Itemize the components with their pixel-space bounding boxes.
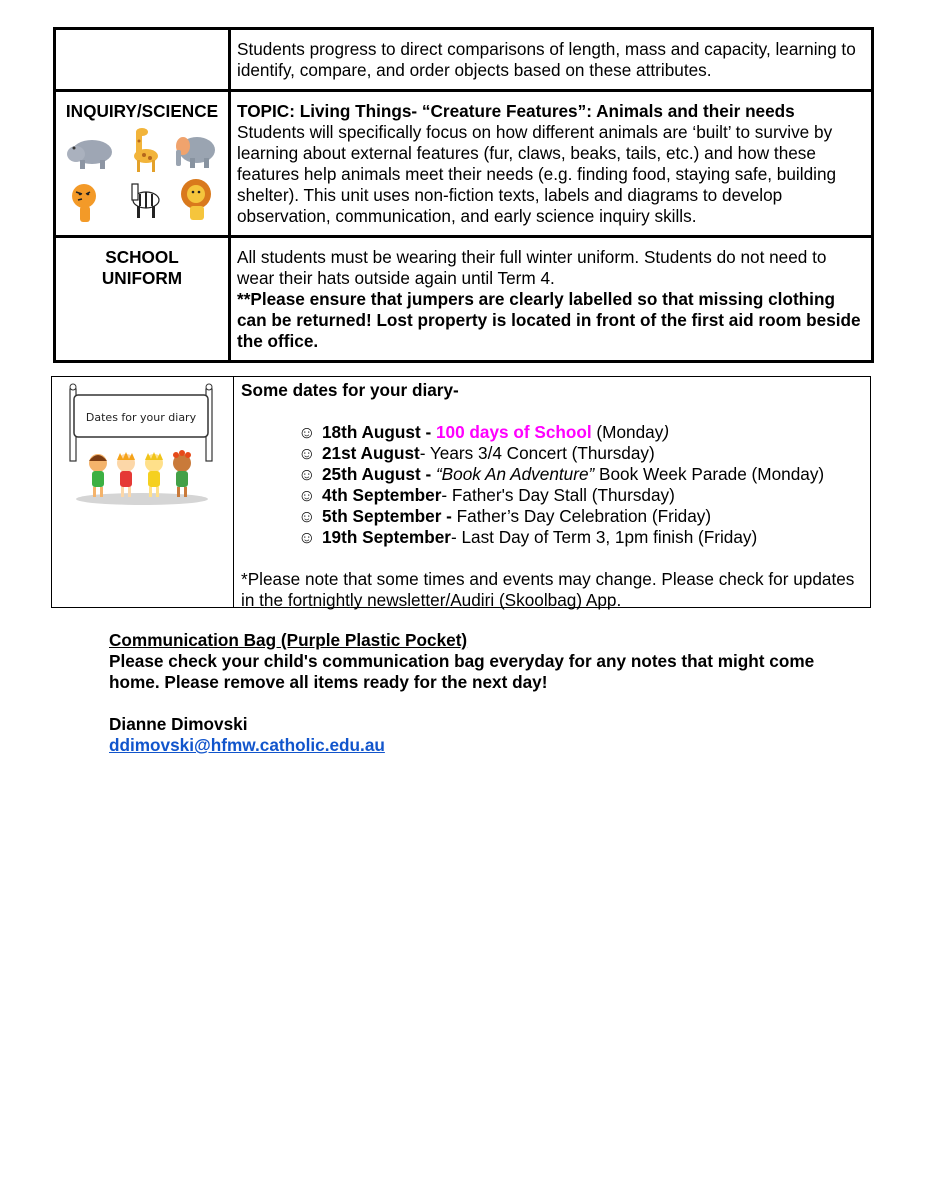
diary-table bbox=[51, 376, 871, 608]
email-link[interactable]: ddimovski@hfmw.catholic.edu.au bbox=[109, 735, 385, 755]
hippo-icon bbox=[67, 140, 112, 169]
list-item: ☺ 25th August - “Book An Adventure” Book Week Parade (Monday) bbox=[298, 464, 825, 484]
footer bbox=[109, 630, 849, 756]
diary-banner-image bbox=[68, 381, 218, 511]
list-item: ☺ 21st August- Years 3/4 Concert (Thursday) bbox=[298, 443, 655, 463]
diary-content bbox=[241, 377, 864, 611]
animals-image bbox=[62, 126, 222, 226]
uniform-label-line2: UNIFORM bbox=[101, 268, 183, 288]
teacher-name: Dianne Dimovski bbox=[109, 714, 248, 734]
table-row bbox=[55, 237, 873, 362]
science-text: Students will specifically focus on how different animals are ‘built’ to survive by learning about external features (fur, claws, beaks, tails, etc.) and how these features help animals meet their needs (e.g. finding food, staying safe, building shelter). This unit uses non-fiction texts, labels and diagrams to develop observation, communication, and early science inquiry skills. bbox=[237, 122, 837, 226]
smiley-icon: ☺ bbox=[298, 506, 316, 526]
table-row bbox=[55, 29, 873, 91]
math-text: Students progress to direct comparisons of length, mass and capacity, learning to identify, compare, and order objects based on these attributes. bbox=[230, 29, 873, 91]
uniform-text: All students must be wearing their full winter uniform. Students do not need to wear their hats outside again until Term 4. bbox=[237, 247, 827, 288]
science-content bbox=[230, 91, 873, 237]
lion-icon bbox=[181, 179, 211, 220]
zebra-icon bbox=[132, 184, 159, 218]
uniform-content bbox=[230, 237, 873, 362]
uniform-bold-text: **Please ensure that jumpers are clearly labelled so that missing clothing can be returned! Lost property is located in front of the first aid room beside the office. bbox=[237, 289, 861, 351]
row-label-empty bbox=[55, 29, 230, 91]
science-label: INQUIRY/SCIENCE bbox=[65, 101, 219, 121]
smiley-icon: ☺ bbox=[298, 464, 316, 484]
diary-banner-text: Dates for your diary bbox=[85, 411, 197, 424]
smiley-icon: ☺ bbox=[298, 485, 316, 505]
smiley-icon: ☺ bbox=[298, 443, 316, 463]
uniform-label-cell bbox=[55, 237, 230, 362]
giraffe-icon bbox=[134, 128, 158, 172]
list-item: ☺ 4th September- Father's Day Stall (Thursday) bbox=[298, 485, 675, 505]
diary-note: *Please note that some times and events may change. Please check for updates in the fortnightly newsletter/Audiri (Skoolbag) App. bbox=[241, 569, 855, 610]
list-item: ☺ 18th August - 100 days of School (Monday) bbox=[298, 422, 670, 442]
elephant-icon bbox=[176, 137, 215, 168]
list-item: ☺ 19th September- Last Day of Term 3, 1pm finish (Friday) bbox=[298, 527, 758, 547]
list-item: ☺ 5th September - Father’s Day Celebration (Friday) bbox=[298, 506, 712, 526]
curriculum-table bbox=[53, 27, 874, 363]
diary-list bbox=[241, 422, 864, 548]
uniform-label-line1: SCHOOL bbox=[105, 247, 179, 267]
smiley-icon: ☺ bbox=[298, 527, 316, 547]
comm-text: Please check your child's communication bag everyday for any notes that might come home. Please remove all items ready for the next day! bbox=[109, 651, 815, 692]
table-row bbox=[55, 91, 873, 237]
kids-icon bbox=[89, 450, 191, 497]
science-topic: TOPIC: Living Things- “Creature Features”: Animals and their needs bbox=[237, 101, 795, 121]
tiger-icon bbox=[72, 184, 96, 222]
diary-heading: Some dates for your diary- bbox=[241, 380, 459, 400]
comm-heading: Communication Bag (Purple Plastic Pocket) bbox=[109, 630, 468, 650]
science-label-cell bbox=[55, 91, 230, 237]
diary-image-cell bbox=[52, 377, 234, 607]
smiley-icon: ☺ bbox=[298, 422, 316, 442]
